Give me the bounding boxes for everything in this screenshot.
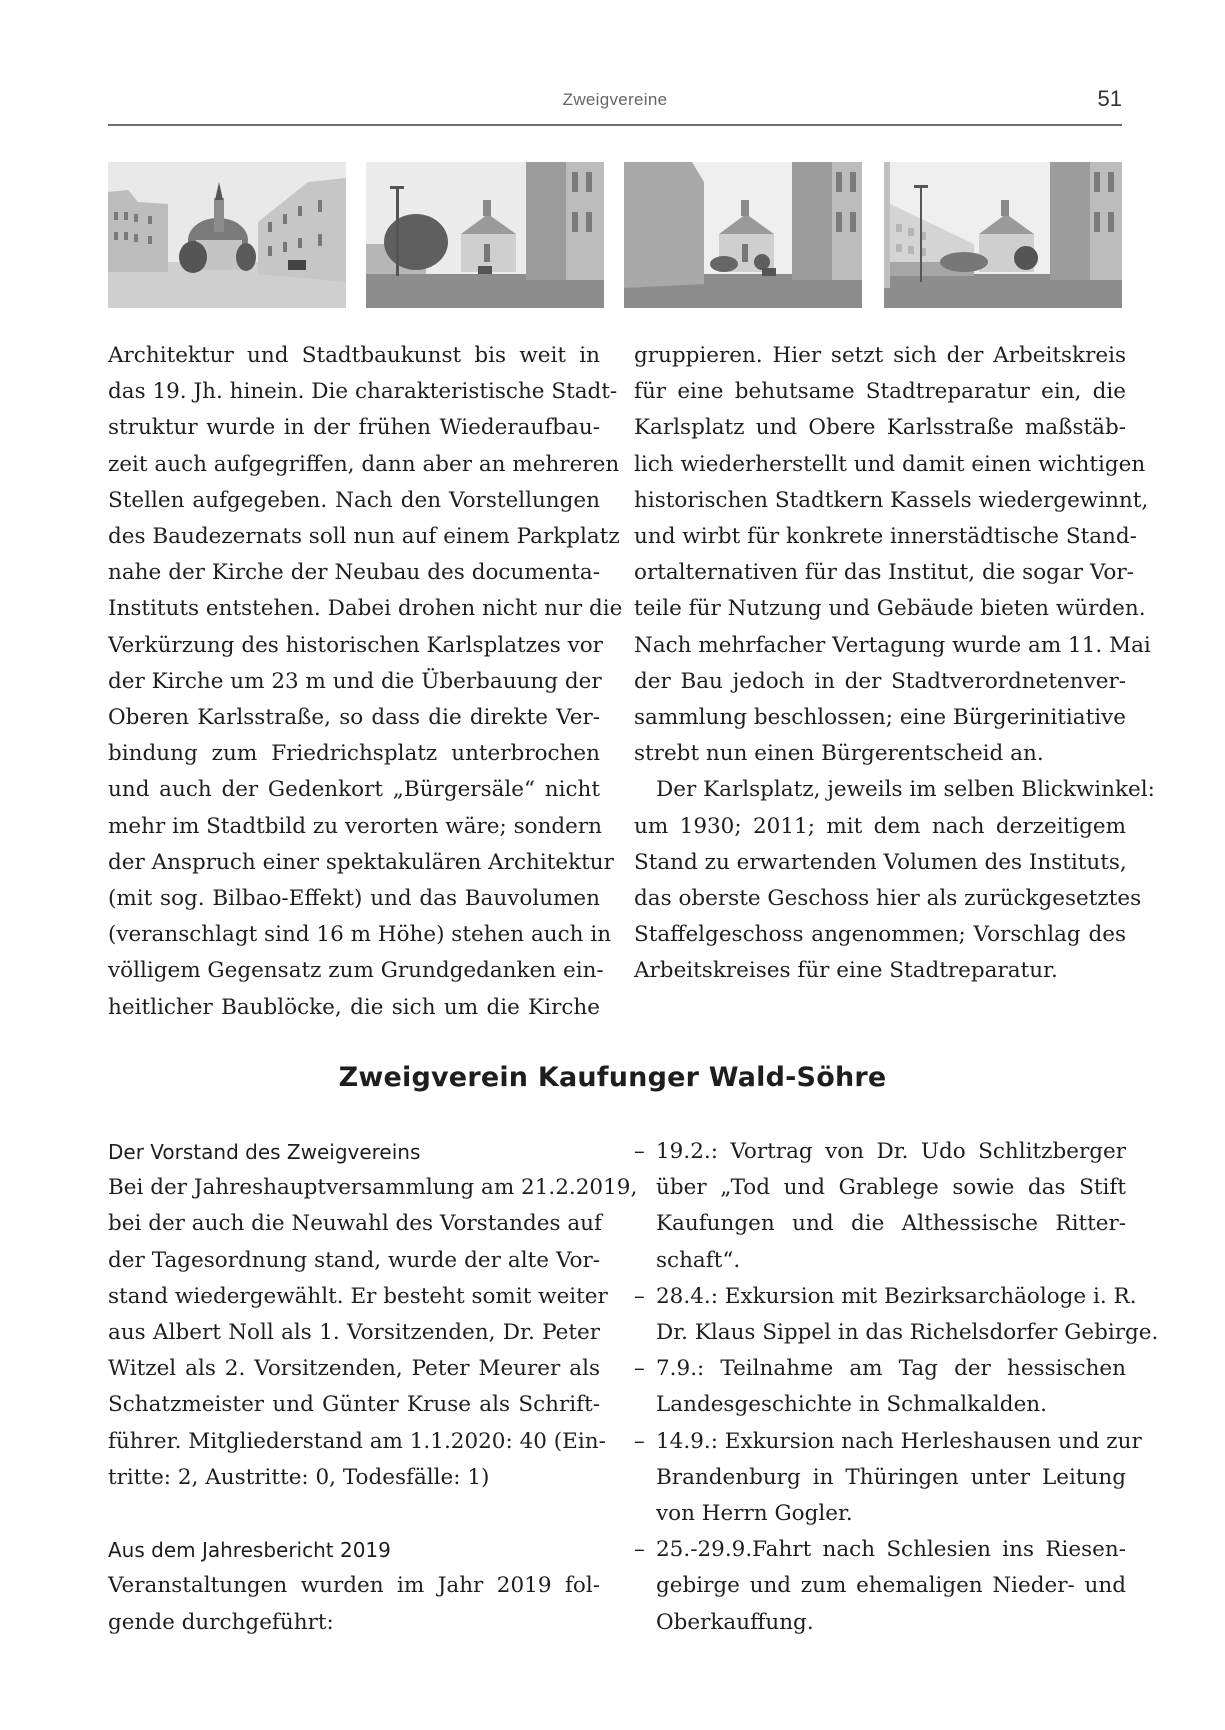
running-title: Zweigvereine — [562, 90, 668, 109]
events-column — [634, 1134, 1159, 1641]
text-line: Oberen Karlsstraße, so dass die direkte Ver- — [108, 705, 600, 731]
text-line: 19.2.: Vortrag von Dr. Udo Schlitzberger — [656, 1139, 1126, 1164]
text-line: teile für Nutzung und Gebäude bieten würden. — [634, 596, 1146, 622]
events-list — [634, 1134, 1159, 1641]
text-line: bindung zum Friedrichsplatz unterbrochen — [108, 741, 600, 767]
paragraph-spacer — [108, 1496, 600, 1532]
dash-bullet-icon: – — [634, 1537, 645, 1563]
article-left-column — [108, 338, 623, 1026]
text-line: von Herrn Gogler. — [656, 1501, 853, 1527]
text-line: strebt nun einen Bürgerentscheid an. — [634, 741, 1044, 767]
text-line: nahe der Kirche der Neubau des documenta- — [108, 560, 600, 586]
event-item — [634, 1279, 1159, 1351]
text-line: Oberkauffung. — [656, 1609, 814, 1635]
text-line: Karlsplatz und Obere Karlsstraße maßstäb- — [634, 415, 1126, 441]
text-line: Bei der Jahreshauptversammlung am 21.2.2019, — [108, 1175, 638, 1201]
text-line: 7.9.: Teilnahme am Tag der hessischen — [656, 1356, 1126, 1382]
photo-strip — [108, 162, 1122, 308]
text-line: 25.-29.9.Fahrt nach Schlesien ins Riesen- — [656, 1537, 1126, 1563]
text-line: gruppieren. Hier setzt sich der Arbeitskreis — [634, 343, 1126, 368]
text-line: Landesgeschichte in Schmalkalden. — [656, 1392, 1047, 1418]
text-line: das 19. Jh. hinein. Die charakteristische Stadt- — [108, 379, 618, 405]
event-item — [634, 1134, 1126, 1279]
text-line: bei der auch die Neuwahl des Vorstandes auf — [108, 1211, 602, 1237]
text-line: (mit sog. Bilbao-Effekt) und das Bauvolumen — [108, 886, 600, 912]
text-line: Nach mehrfacher Vertagung wurde am 11. Mai — [634, 632, 1151, 658]
dash-bullet-icon: – — [634, 1139, 645, 1164]
caption-line: um 1930; 2011; mit dem nach derzeitigem — [634, 813, 1126, 839]
historic-church-photo — [108, 162, 346, 308]
text-line: Verkürzung des historischen Karlsplatzes vor — [108, 632, 603, 658]
event-item — [634, 1351, 1126, 1423]
text-line: Stellen aufgegeben. Nach den Vorstellungen — [108, 487, 600, 513]
text-line: Schatzmeister und Günter Kruse als Schrift- — [108, 1392, 600, 1418]
text-line: lich wiederherstellt und damit einen wichtigen — [634, 451, 1146, 477]
church-photo-2011 — [366, 162, 604, 308]
dash-bullet-icon: – — [634, 1283, 645, 1309]
text-line: völligem Gegensatz zum Grundgedanken ein- — [108, 958, 604, 984]
text-line: stand wiedergewählt. Er besteht somit weiter — [108, 1283, 608, 1309]
caption-line: das oberste Geschoss hier als zurückgesetztes — [634, 886, 1142, 912]
text-line: ortalternativen für das Institut, die sogar Vor- — [634, 560, 1134, 586]
text-line: Architektur und Stadtbaukunst bis weit in — [108, 343, 600, 368]
text-line: der Tagesordnung stand, wurde der alte Vor- — [108, 1247, 600, 1273]
photo-caption — [634, 772, 1155, 989]
text-line: Dr. Klaus Sippel in das Richelsdorfer Gebirge. — [656, 1320, 1159, 1346]
dash-bullet-icon: – — [634, 1356, 645, 1382]
page-number: 51 — [1097, 86, 1122, 111]
caption-line: Der Karlsplatz, jeweils im selben Blickwinkel: — [656, 777, 1155, 803]
text-line: Brandenburg in Thüringen unter Leitung — [656, 1464, 1126, 1490]
text-line: mehr im Stadtbild zu verorten wäre; sondern — [108, 813, 603, 839]
running-header — [108, 86, 1122, 112]
text-line: gende durchgeführt: — [108, 1609, 334, 1635]
section-left-column — [108, 1134, 638, 1641]
text-line: 28.4.: Exkursion mit Bezirksarchäologe i. R. — [656, 1283, 1137, 1309]
text-line: über „Tod und Grablege sowie das Stift — [656, 1175, 1126, 1201]
text-line: heitlicher Baublöcke, die sich um die Kirche — [108, 994, 600, 1020]
article-right-column — [634, 338, 1155, 990]
text-line: für eine behutsame Stadtreparatur ein, die — [634, 379, 1126, 405]
text-line: historischen Stadtkern Kassels wiedergewinnt, — [634, 487, 1149, 513]
church-photo-institute-volume — [624, 162, 862, 308]
church-photo-proposal — [884, 162, 1122, 308]
text-line: Instituts entstehen. Dabei drohen nicht nur die — [108, 596, 623, 622]
caption-line: Staffelgeschoss angenommen; Vorschlag des — [634, 922, 1126, 948]
text-line: und auch der Gedenkort „Bürgersäle“ nicht — [108, 777, 600, 803]
text-line: der Bau jedoch in der Stadtverordnetenver- — [634, 668, 1126, 694]
caption-line: Stand zu erwartenden Volumen des Instituts, — [634, 849, 1127, 875]
text-line: und wirbt für konkrete innerstädtische Stand- — [634, 524, 1137, 550]
subheading-jahresbericht: Aus dem Jahresbericht 2019 — [108, 1538, 391, 1563]
text-line: der Kirche um 23 m und die Überbauung der — [108, 668, 602, 694]
caption-line: Arbeitskreises für eine Stadtreparatur. — [634, 958, 1058, 984]
dash-bullet-icon: – — [634, 1428, 645, 1454]
text-line: 14.9.: Exkursion nach Herleshausen und zur — [656, 1428, 1142, 1454]
text-line: Kaufungen und die Althessische Ritter- — [656, 1211, 1126, 1237]
text-line: führer. Mitgliederstand am 1.1.2020: 40 (Ein- — [108, 1428, 606, 1454]
text-line: sammlung beschlossen; eine Bürgerinitiative — [634, 705, 1126, 731]
text-line: Witzel als 2. Vorsitzenden, Peter Meurer als — [108, 1356, 600, 1382]
text-line: (veranschlagt sind 16 m Höhe) stehen auch in — [108, 922, 612, 948]
text-line: zeit auch aufgegriffen, dann aber an mehreren — [108, 451, 620, 477]
text-line: des Baudezernats soll nun auf einem Parkplatz — [108, 524, 620, 550]
section-title: Zweigverein Kaufunger Wald-Söhre — [338, 1062, 887, 1093]
text-line: tritte: 2, Austritte: 0, Todesfälle: 1) — [108, 1464, 490, 1490]
text-line: struktur wurde in der frühen Wiederaufbau- — [108, 415, 600, 441]
text-line: Veranstaltungen wurden im Jahr 2019 fol- — [108, 1573, 600, 1599]
text-line: gebirge und zum ehemaligen Nieder- und — [656, 1573, 1126, 1599]
text-line: der Anspruch einer spektakulären Architektur — [108, 849, 614, 875]
text-line: schaft“. — [656, 1247, 741, 1273]
header-rule — [108, 124, 1122, 126]
event-item — [634, 1424, 1142, 1533]
subheading-vorstand: Der Vorstand des Zweigvereins — [108, 1140, 421, 1164]
event-item — [634, 1532, 1126, 1641]
text-line: aus Albert Noll als 1. Vorsitzenden, Dr. Peter — [108, 1320, 600, 1346]
